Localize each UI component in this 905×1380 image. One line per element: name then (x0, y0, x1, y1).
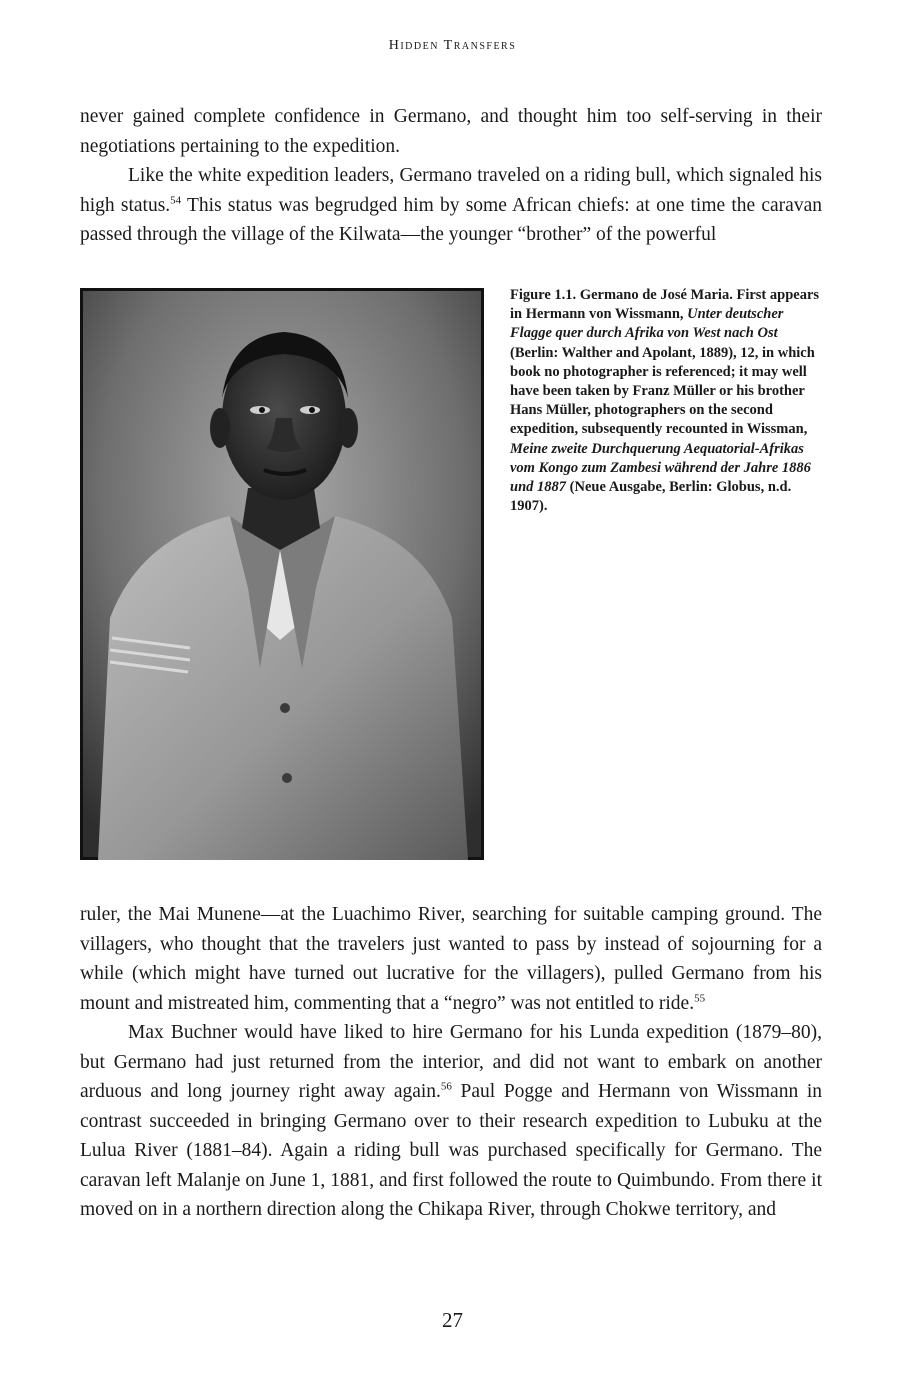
portrait-image (80, 288, 484, 860)
caption-text-1: Germano de José Maria. First appears in Hermann von Wissmann, (510, 287, 820, 323)
footnote-ref-54[interactable]: 54 (170, 194, 182, 206)
paragraph-2-text-b: This status was begrudged him by some African chiefs: at one time the caravan passed through the village of the Kilwata—the younger “brother” of the powerful (80, 194, 822, 245)
paragraph-3 (80, 900, 822, 1018)
figure-caption (510, 286, 822, 516)
paragraph-2 (80, 161, 822, 250)
caption-title-2: Meine zweite Durchquerung Aequatorial-Afrikas vom Kongo zum Zambesi während der Jahre 1886 und 1887 (510, 440, 811, 496)
paragraph-3-text-a: ruler, the Mai Munene—at the Luachimo River, searching for suitable camping ground. The villagers, who thought that the travelers just wanted to pass by instead of sojourning for a while (which might have turned out lucrative for the villagers), pulled Germano from his mount and mistreated him, commenting that a “negro” was not entitled to ride. (80, 904, 822, 1014)
paragraph-4-text-b: Paul Pogge and Hermann von Wissmann in contrast succeeded in bringing Germano over to their research expedition to Lubuku at the Lulua River (1881–84). Again a riding bull was purchased specifically for Germano. The caravan left Malanje on June 1, 1881, and first followed the route to Quimbundo. From there it moved on in a northern direction along the Chikapa River, through Chokwe territory, and (80, 1081, 822, 1220)
paragraph-4 (80, 1018, 822, 1225)
paragraph-2-text-a: Like the white expedition leaders, Germano traveled on a riding bull, which signaled his high status. (80, 165, 822, 216)
caption-text-3: (Neue Ausgabe, Berlin: Globus, n.d. 1907). (510, 479, 792, 515)
figure-photo (80, 288, 484, 860)
paragraph-4-text-a: Max Buchner would have liked to hire Germano for his Lunda expedition (1879–80), but Germano had just returned from the interior, and did not want to embark on another arduous and long journey right away again. (80, 1022, 822, 1102)
running-head: Hidden Transfers (388, 38, 517, 53)
caption-text-2: (Berlin: Walther and Apolant, 1889), 12, in which book no photographer is referenced; it may well have been taken by Franz Müller or his brother Hans Müller, photographers on the second expedition, subsequently recounted in Wissman, (510, 344, 815, 438)
page-number: 27 (442, 1308, 463, 1332)
footnote-ref-55[interactable]: 55 (694, 992, 706, 1004)
caption-title-1: Unter deutscher Flagge quer durch Afrika von West nach Ost (510, 306, 784, 342)
paragraph-1 (80, 102, 822, 161)
paragraph-1-text: never gained complete confidence in Germano, and thought him too self-serving in their negotiations pertaining to the expedition. (80, 106, 822, 157)
footnote-ref-56[interactable]: 56 (440, 1080, 452, 1093)
caption-label: Figure 1.1. (510, 287, 577, 303)
